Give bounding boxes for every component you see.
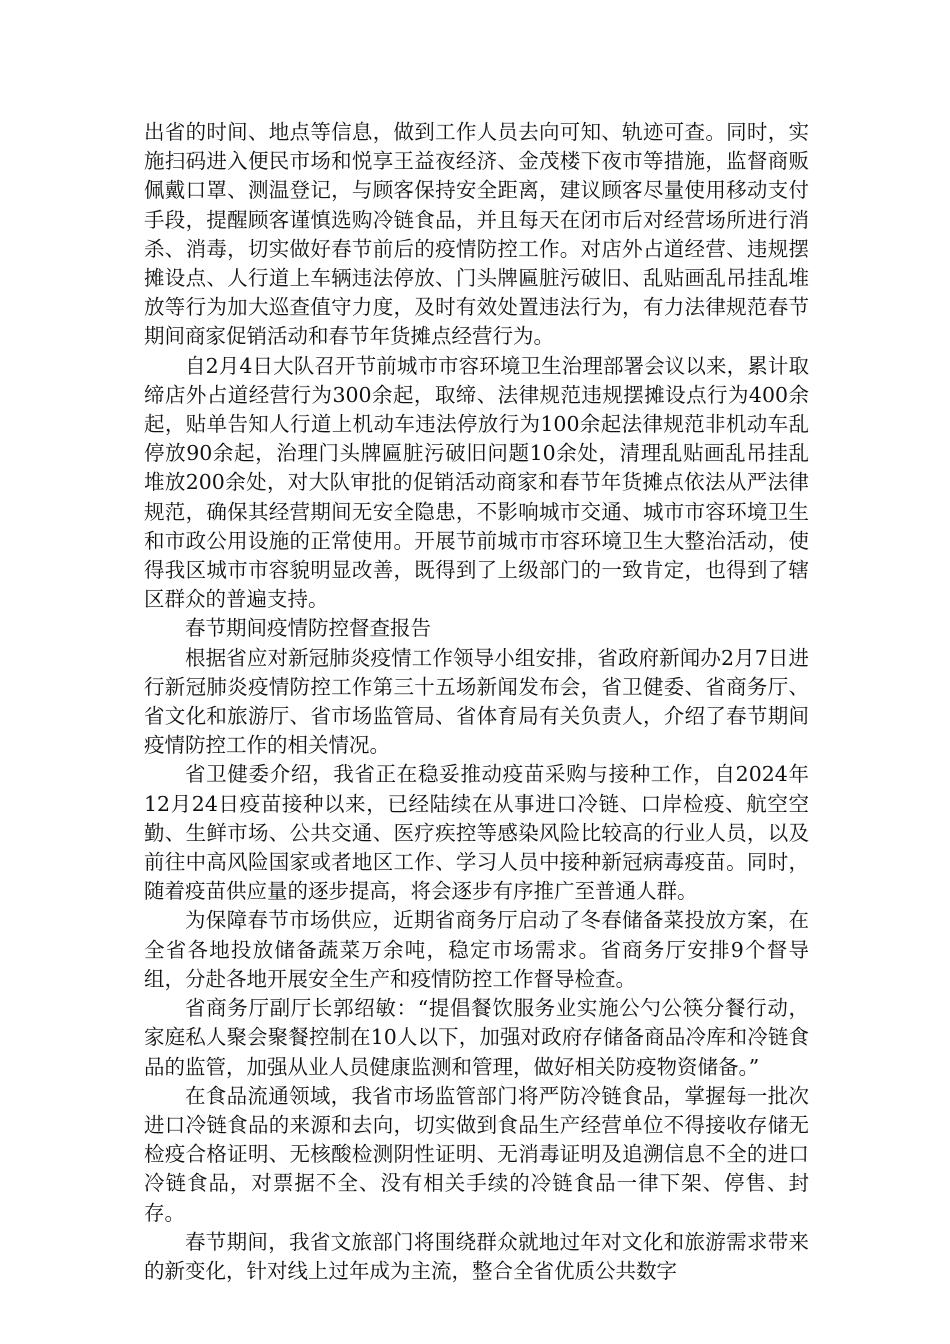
paragraph-8: 春节期间，我省文旅部门将围绕群众就地过年对文化和旅游需求带来的新变化，针对线上过年成为主流，整合全省优质公共数字 [144,1229,809,1283]
paragraph-1: 出省的时间、地点等信息，做到工作人员去向可知、轨迹可查。同时，实施扫码进入便民市场和悦享王益夜经济、金茂楼下夜市等措施，监督商贩佩戴口罩、测温登记，与顾客保持安全距离，建议顾客尽量使用移动支付手段，提醒顾客谨慎选购冷链食品，并且每天在闭市后对经营场所进行消杀、消毒，切实做好春节前后的疫情防控工作。对店外占道经营、违规摆摊设点、人行道上车辆违法停放、门头牌匾脏污破旧、乱贴画乱吊挂乱堆放等行为加大巡查值守力度，及时有效处置违法行为，有力法律规范春节期间商家促销活动和春节年货摊点经营行为。 [144,120,809,349]
paragraph-6: 省商务厅副厅长郭绍敏：“提倡餐饮服务业实施公勺公筷分餐行动，家庭私人聚会聚餐控制在10人以下，加强对政府存储备商品冷库和冷链食品的监管，加强从业人员健康监测和管理，做好相关防疫物资储备。” [144,996,809,1079]
paragraph-5: 为保障春节市场供应，近期省商务厅启动了冬春储备菜投放方案，在全省各地投放储备蔬菜万余吨，稳定市场需求。省商务厅安排9个督导组，分赴各地开展安全生产和疫情防控工作督导检查。 [144,908,809,991]
paragraph-2: 自2月4日大队召开节前城市市容环境卫生治理部署会议以来，累计取缔店外占道经营行为300余起，取缔、法律规范违规摆摊设点行为400余起，贴单告知人行道上机动车违法停放行为100余起法律规范非机动车乱停放90余起，治理门头牌匾脏污破旧问题10余处，清理乱贴画乱吊挂乱堆放200余处，对大队审批的促销活动商家和春节年货摊点依法从严法律规范，确保其经营期间无安全隐患，不影响城市交通、城市市容环境卫生和市政公用设施的正常使用。开展节前城市市容环境卫生大整治活动，使得我区城市市容貌明显改善，既得到了上级部门的一致肯定，也得到了辖区群众的普遍支持。 [144,353,809,612]
paragraph-4: 省卫健委介绍，我省正在稳妥推动疫苗采购与接种工作，自2024年12月24日疫苗接种以来，已经陆续在从事进口冷链、口岸检疫、航空空勤、生鲜市场、公共交通、医疗疾控等感染风险比较高的行业人员，以及前往中高风险国家或者地区工作、学习人员中接种新冠病毒疫苗。同时，随着疫苗供应量的逐步提高，将会逐步有序推广至普通人群。 [144,762,809,904]
paragraph-7: 在食品流通领域，我省市场监管部门将严防冷链食品，掌握每一批次进口冷链食品的来源和去向，切实做到食品生产经营单位不得接收存储无检疫合格证明、无核酸检测阴性证明、无消毒证明及追溯信息不全的进口冷链食品，对票据不全、没有相关手续的冷链食品一律下架、停售、封存。 [144,1083,809,1225]
paragraph-3: 根据省应对新冠肺炎疫情工作领导小组安排，省政府新闻办2月7日进行新冠肺炎疫情防控工作第三十五场新闻发布会，省卫健委、省商务厅、省文化和旅游厅、省市场监管局、省体育局有关负责人，介绍了春节期间疫情防控工作的相关情况。 [144,645,809,758]
section-heading: 春节期间疫情防控督查报告 [185,616,431,641]
document-page [144,118,809,1286]
